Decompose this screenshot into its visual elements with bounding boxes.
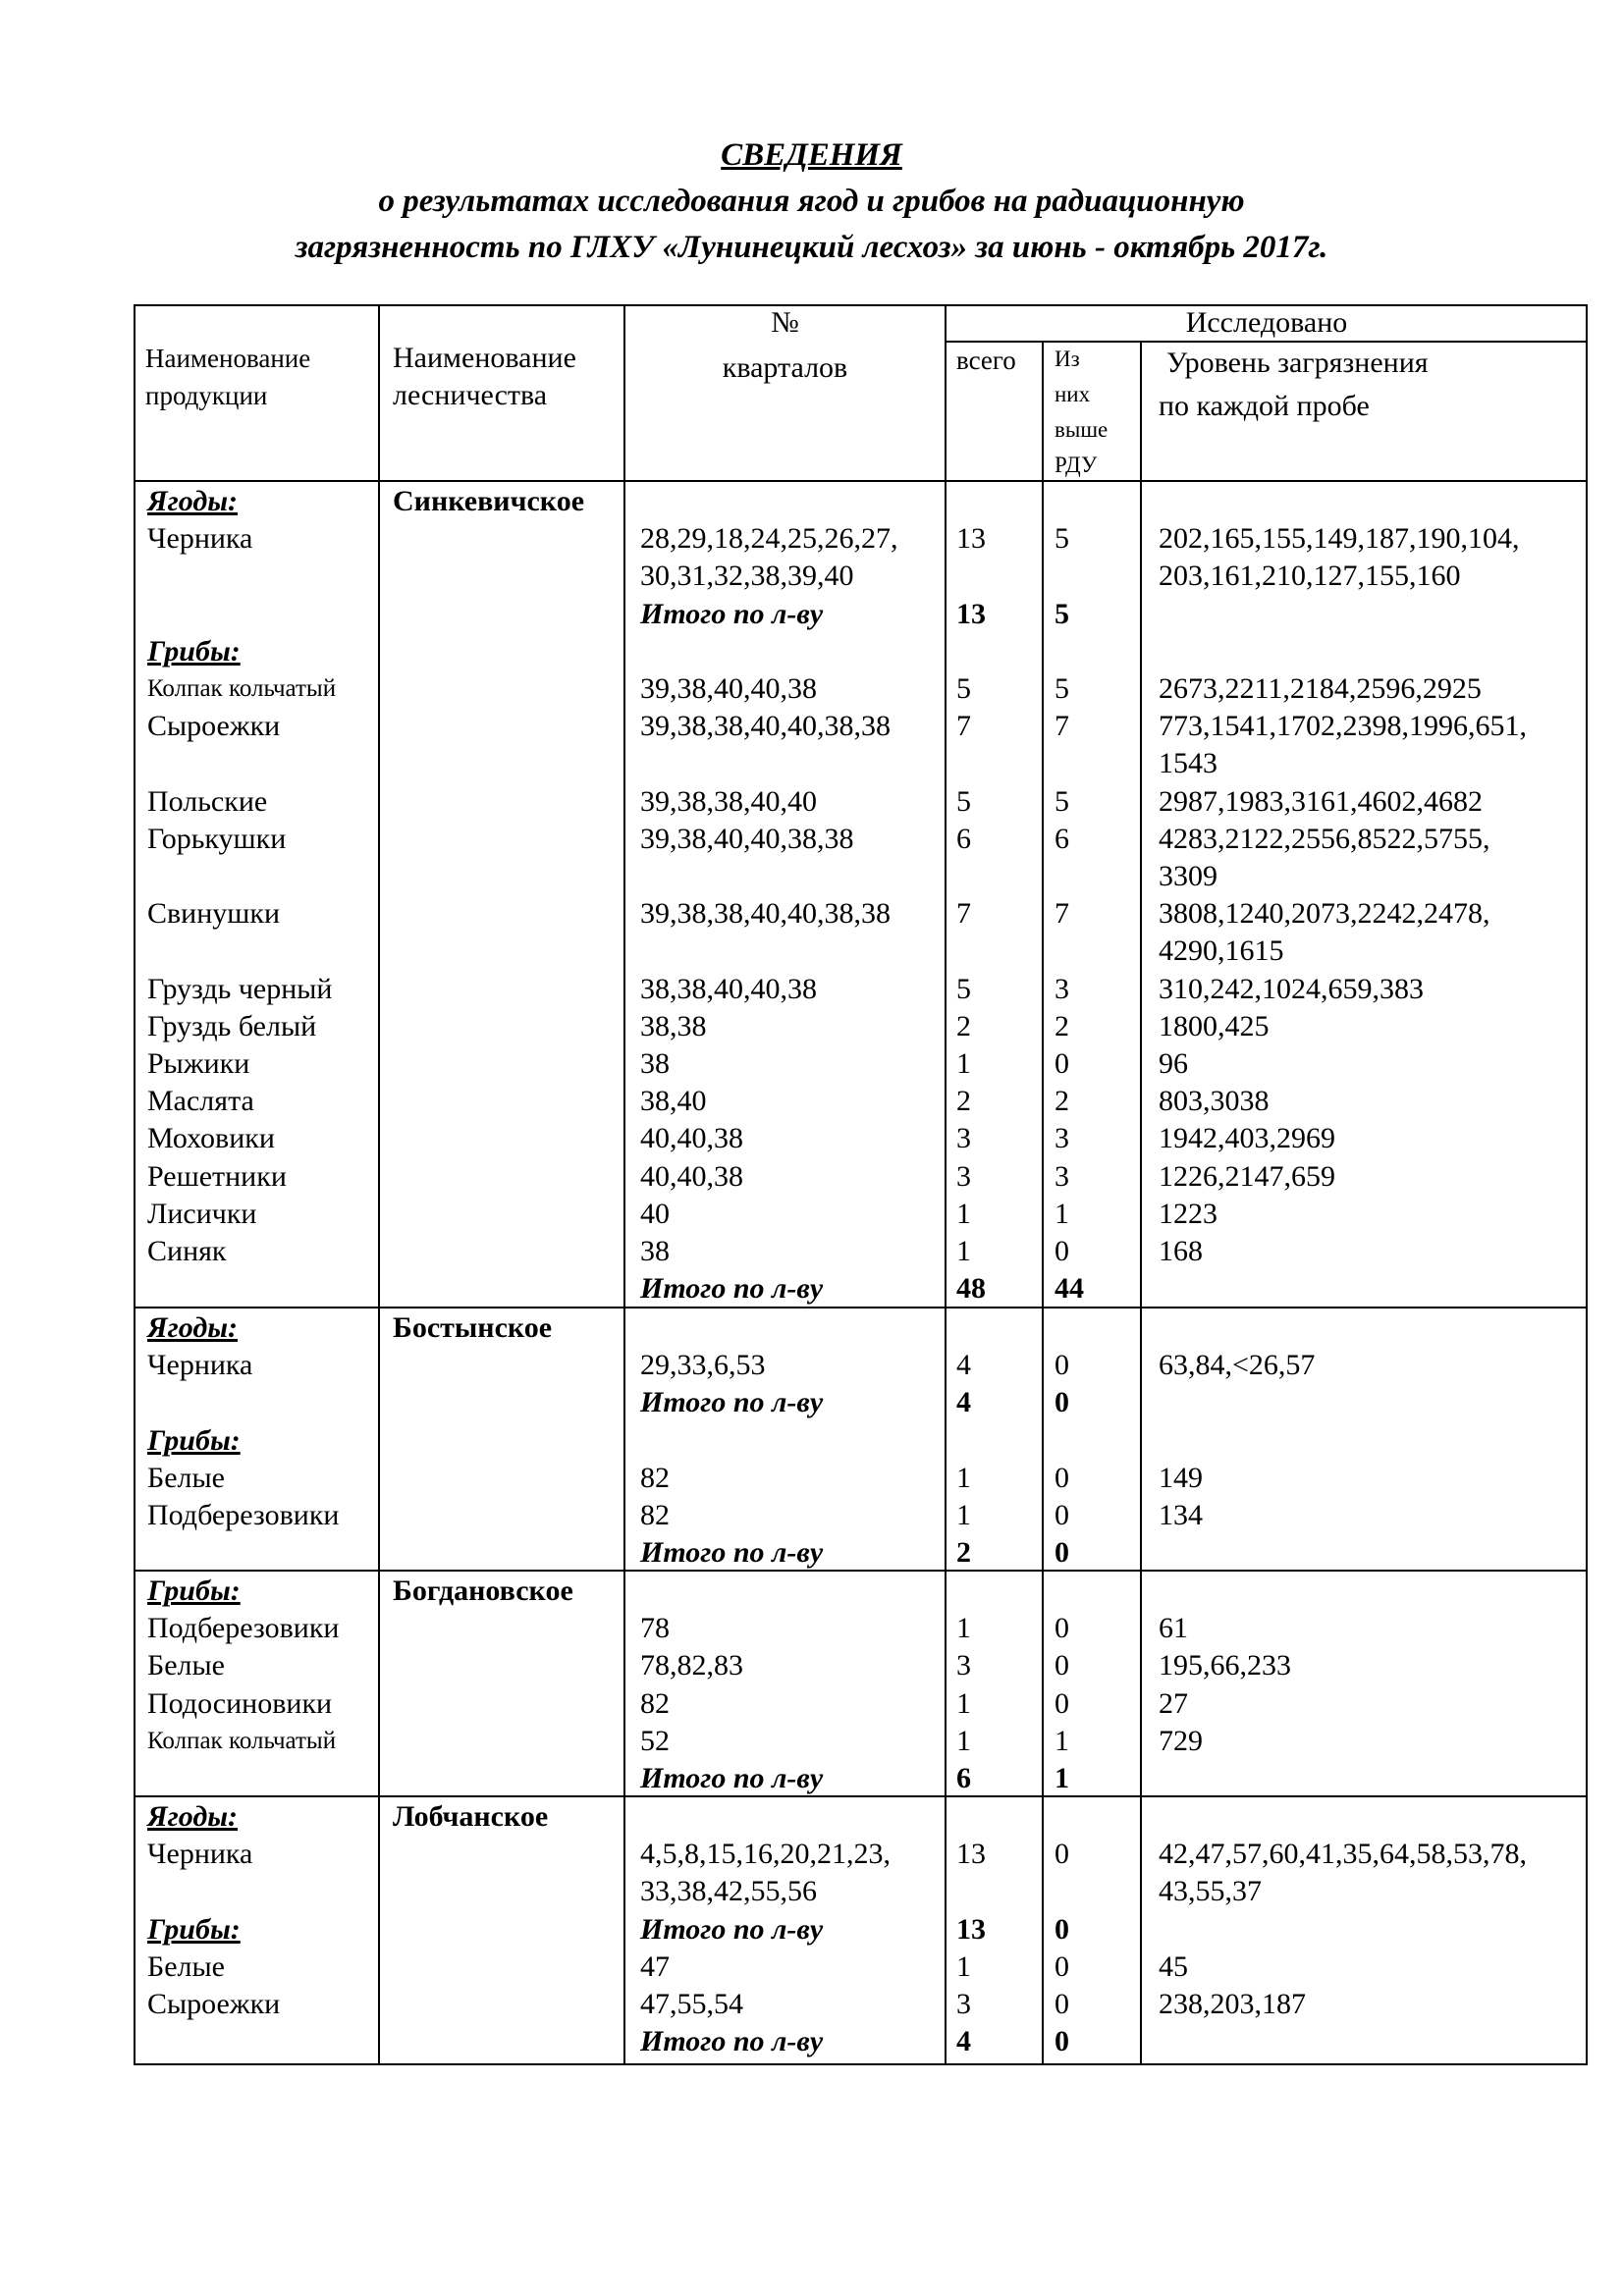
quarters-value: 82 <box>640 1686 670 1720</box>
contamination-levels: 1223 <box>1159 1197 1217 1230</box>
total-count: 6 <box>956 822 971 855</box>
above-rdu-count: 2 <box>1055 1085 1069 1118</box>
total-count: 5 <box>956 784 971 818</box>
title-line-1: СВЕДЕНИЯ <box>721 137 902 173</box>
header-investigated: Исследовано <box>1185 306 1348 339</box>
subtotal-total: 6 <box>956 1762 971 1794</box>
contamination-levels: 3808,1240,2073,2242,2478, <box>1159 897 1490 931</box>
subtotal-total: 13 <box>956 597 986 630</box>
quarters-value: 78,82,83 <box>640 1649 743 1682</box>
quarters-value: 47 <box>640 1949 670 1983</box>
above-rdu-count: 1 <box>1055 1724 1069 1757</box>
total-count: 13 <box>956 522 986 556</box>
above-rdu-count: 2 <box>1055 1009 1069 1042</box>
quarters-value: 39,38,40,40,38,38 <box>640 822 854 855</box>
subtotal-above-rdu: 0 <box>1055 1386 1069 1419</box>
subtotal-above-rdu: 0 <box>1055 1912 1069 1946</box>
product-group-label: Ягоды: <box>147 485 239 517</box>
header-quarters: № кварталов <box>722 306 848 384</box>
total-count: 1 <box>956 1047 971 1080</box>
forestry-name: Лобчанское <box>393 1800 549 1833</box>
product-name: Колпак кольчатый <box>147 1727 337 1754</box>
product-name: Подосиновики <box>147 1686 333 1720</box>
quarters-value: 38 <box>640 1047 670 1080</box>
contamination-levels: 1800,425 <box>1159 1009 1270 1042</box>
total-count: 3 <box>956 1159 971 1193</box>
above-rdu-count: 3 <box>1055 1122 1069 1155</box>
contamination-levels: 202,165,155,149,187,190,104, <box>1159 522 1520 556</box>
product-name: Горькушки <box>147 822 287 855</box>
total-count: 1 <box>956 1235 971 1267</box>
above-rdu-count: 0 <box>1055 1949 1069 1983</box>
subtotal-label: Итого по л-ву <box>640 1912 824 1946</box>
product-group-label: Ягоды: <box>147 1311 239 1344</box>
document-title <box>0 133 1623 271</box>
subtotal-above-rdu: 44 <box>1055 1272 1084 1306</box>
contamination-levels: 729 <box>1159 1724 1203 1757</box>
contamination-levels: 134 <box>1159 1499 1203 1531</box>
contamination-levels: 803,3038 <box>1159 1085 1270 1118</box>
quarters-value: 33,38,42,55,56 <box>640 1875 817 1908</box>
product-name: Белые <box>147 1649 225 1682</box>
subtotal-above-rdu: 0 <box>1055 2025 1069 2058</box>
product-name: Сыроежки <box>147 1988 281 2020</box>
total-count: 3 <box>956 1649 971 1682</box>
above-rdu-count: 5 <box>1055 522 1069 556</box>
above-rdu-count: 1 <box>1055 1197 1069 1230</box>
above-rdu-count: 0 <box>1055 1612 1069 1645</box>
product-name: Груздь черный <box>147 972 333 1005</box>
subtotal-label: Итого по л-ву <box>640 1386 824 1419</box>
forestry-name: Бостынское <box>393 1311 553 1344</box>
product-name: Свинушки <box>147 897 281 931</box>
above-rdu-count: 0 <box>1055 1349 1069 1382</box>
subtotal-label: Итого по л-ву <box>640 1536 824 1570</box>
contamination-levels: 1942,403,2969 <box>1159 1122 1335 1155</box>
report-table <box>134 304 1588 2065</box>
header-above-rdu: Из них выше РДУ <box>1055 347 1109 477</box>
quarters-value: 38,38,40,40,38 <box>640 972 817 1005</box>
contamination-levels: 96 <box>1159 1047 1188 1080</box>
quarters-value: 30,31,32,38,39,40 <box>640 560 854 593</box>
total-count: 1 <box>956 1197 971 1230</box>
subtotal-above-rdu: 5 <box>1055 597 1069 630</box>
quarters-value: 82 <box>640 1499 670 1531</box>
total-count: 1 <box>956 1949 971 1983</box>
above-rdu-count: 3 <box>1055 972 1069 1005</box>
product-name: Синяк <box>147 1235 227 1267</box>
quarters-value: 40,40,38 <box>640 1122 743 1155</box>
subtotal-total: 4 <box>956 2025 971 2058</box>
above-rdu-count: 0 <box>1055 1461 1069 1494</box>
above-rdu-count: 0 <box>1055 1686 1069 1720</box>
quarters-value: 28,29,18,24,25,26,27, <box>640 522 898 556</box>
total-count: 1 <box>956 1686 971 1720</box>
total-count: 1 <box>956 1612 971 1645</box>
quarters-value: 38,40 <box>640 1085 707 1118</box>
product-group-label: Грибы: <box>147 1912 241 1946</box>
contamination-levels: 63,84,<26,57 <box>1159 1349 1316 1382</box>
above-rdu-count: 3 <box>1055 1159 1069 1193</box>
subtotal-label: Итого по л-ву <box>640 1762 824 1794</box>
product-group-label: Ягоды: <box>147 1800 239 1833</box>
above-rdu-count: 7 <box>1055 710 1069 743</box>
product-name: Маслята <box>147 1085 254 1118</box>
total-count: 1 <box>956 1499 971 1531</box>
product-group-label: Грибы: <box>147 634 241 667</box>
product-name: Подберезовики <box>147 1612 340 1645</box>
contamination-levels: 195,66,233 <box>1159 1649 1291 1682</box>
quarters-value: 78 <box>640 1612 670 1645</box>
subtotal-label: Итого по л-ву <box>640 2025 824 2058</box>
above-rdu-count: 0 <box>1055 1235 1069 1267</box>
product-name: Решетники <box>147 1159 287 1193</box>
above-rdu-count: 6 <box>1055 822 1069 855</box>
contamination-levels: 1543 <box>1159 747 1217 780</box>
product-group-label: Грибы: <box>147 1423 241 1457</box>
product-name: Рыжики <box>147 1047 250 1080</box>
contamination-levels: 310,242,1024,659,383 <box>1159 972 1424 1005</box>
total-count: 7 <box>956 897 971 931</box>
contamination-levels: 42,47,57,60,41,35,64,58,53,78, <box>1159 1838 1527 1871</box>
contamination-levels: 168 <box>1159 1235 1203 1267</box>
product-name: Подберезовики <box>147 1499 340 1531</box>
header-product: Наименование продукции <box>145 344 311 410</box>
contamination-levels: 203,161,210,127,155,160 <box>1159 560 1461 593</box>
contamination-levels: 2673,2211,2184,2596,2925 <box>1159 672 1482 705</box>
above-rdu-count: 7 <box>1055 897 1069 931</box>
contamination-levels: 149 <box>1159 1461 1203 1494</box>
quarters-value: 39,38,40,40,38 <box>640 672 817 705</box>
subtotal-total: 2 <box>956 1536 971 1570</box>
total-count: 13 <box>956 1838 986 1871</box>
product-name: Колпак кольчатый <box>147 675 337 702</box>
contamination-levels: 1226,2147,659 <box>1159 1159 1335 1193</box>
forestry-name: Богдановское <box>393 1575 573 1607</box>
forestry-name: Синкевичское <box>393 485 585 517</box>
title-line-3: загрязненность по ГЛХУ «Лунинецкий лесхоз» за июнь - октябрь 2017г. <box>295 230 1328 265</box>
total-count: 1 <box>956 1724 971 1757</box>
quarters-value: 52 <box>640 1724 670 1757</box>
quarters-value: 38,38 <box>640 1009 707 1042</box>
quarters-value: 47,55,54 <box>640 1988 743 2020</box>
quarters-value: 39,38,38,40,40,38,38 <box>640 710 891 743</box>
product-name: Лисички <box>147 1197 257 1230</box>
product-name: Черника <box>147 1838 253 1871</box>
above-rdu-count: 0 <box>1055 1988 1069 2020</box>
total-count: 3 <box>956 1988 971 2020</box>
contamination-levels: 4290,1615 <box>1159 934 1284 968</box>
above-rdu-count: 0 <box>1055 1838 1069 1871</box>
above-rdu-count: 0 <box>1055 1047 1069 1080</box>
product-name: Моховики <box>147 1122 275 1155</box>
title-line-2: о результатах исследования ягод и грибов на радиационную <box>378 184 1245 219</box>
contamination-levels: 27 <box>1159 1686 1188 1720</box>
quarters-value: 82 <box>640 1461 670 1494</box>
total-count: 5 <box>956 972 971 1005</box>
header-total: всего <box>956 346 1016 375</box>
contamination-levels: 238,203,187 <box>1159 1988 1306 2020</box>
subtotal-label: Итого по л-ву <box>640 1272 824 1306</box>
contamination-levels: 43,55,37 <box>1159 1875 1262 1908</box>
subtotal-above-rdu: 1 <box>1055 1762 1069 1794</box>
contamination-levels: 2987,1983,3161,4602,4682 <box>1159 784 1483 818</box>
quarters-value: 29,33,6,53 <box>640 1349 766 1382</box>
quarters-value: 39,38,38,40,40,38,38 <box>640 897 891 931</box>
total-count: 5 <box>956 672 971 705</box>
contamination-levels: 773,1541,1702,2398,1996,651, <box>1159 710 1527 743</box>
above-rdu-count: 5 <box>1055 672 1069 705</box>
quarters-value: 40 <box>640 1197 670 1230</box>
product-name: Сыроежки <box>147 710 281 743</box>
quarters-value: 4,5,8,15,16,20,21,23, <box>640 1838 891 1871</box>
header-forestry: Наименование лесничества <box>393 342 576 411</box>
quarters-value: 39,38,38,40,40 <box>640 784 817 818</box>
product-name: Груздь белый <box>147 1009 317 1042</box>
subtotal-label: Итого по л-ву <box>640 597 824 630</box>
contamination-levels: 3309 <box>1159 860 1217 892</box>
total-count: 4 <box>956 1349 971 1382</box>
header-contamination-level: Уровень загрязнения по каждой пробе <box>1159 347 1429 422</box>
product-name: Черника <box>147 522 253 556</box>
product-name: Белые <box>147 1461 225 1494</box>
quarters-value: 38 <box>640 1235 670 1267</box>
subtotal-above-rdu: 0 <box>1055 1536 1069 1570</box>
product-name: Белые <box>147 1949 225 1983</box>
subtotal-total: 13 <box>956 1912 986 1946</box>
contamination-levels: 61 <box>1159 1612 1188 1645</box>
total-count: 2 <box>956 1009 971 1042</box>
above-rdu-count: 0 <box>1055 1649 1069 1682</box>
total-count: 2 <box>956 1085 971 1118</box>
total-count: 1 <box>956 1461 971 1494</box>
subtotal-total: 48 <box>956 1272 986 1306</box>
total-count: 3 <box>956 1122 971 1155</box>
above-rdu-count: 5 <box>1055 784 1069 818</box>
contamination-levels: 4283,2122,2556,8522,5755, <box>1159 822 1490 855</box>
contamination-levels: 45 <box>1159 1949 1188 1983</box>
subtotal-total: 4 <box>956 1386 971 1419</box>
product-group-label: Грибы: <box>147 1575 241 1607</box>
total-count: 7 <box>956 710 971 743</box>
product-name: Черника <box>147 1349 253 1382</box>
quarters-value: 40,40,38 <box>640 1159 743 1193</box>
above-rdu-count: 0 <box>1055 1499 1069 1531</box>
product-name: Польские <box>147 784 268 818</box>
